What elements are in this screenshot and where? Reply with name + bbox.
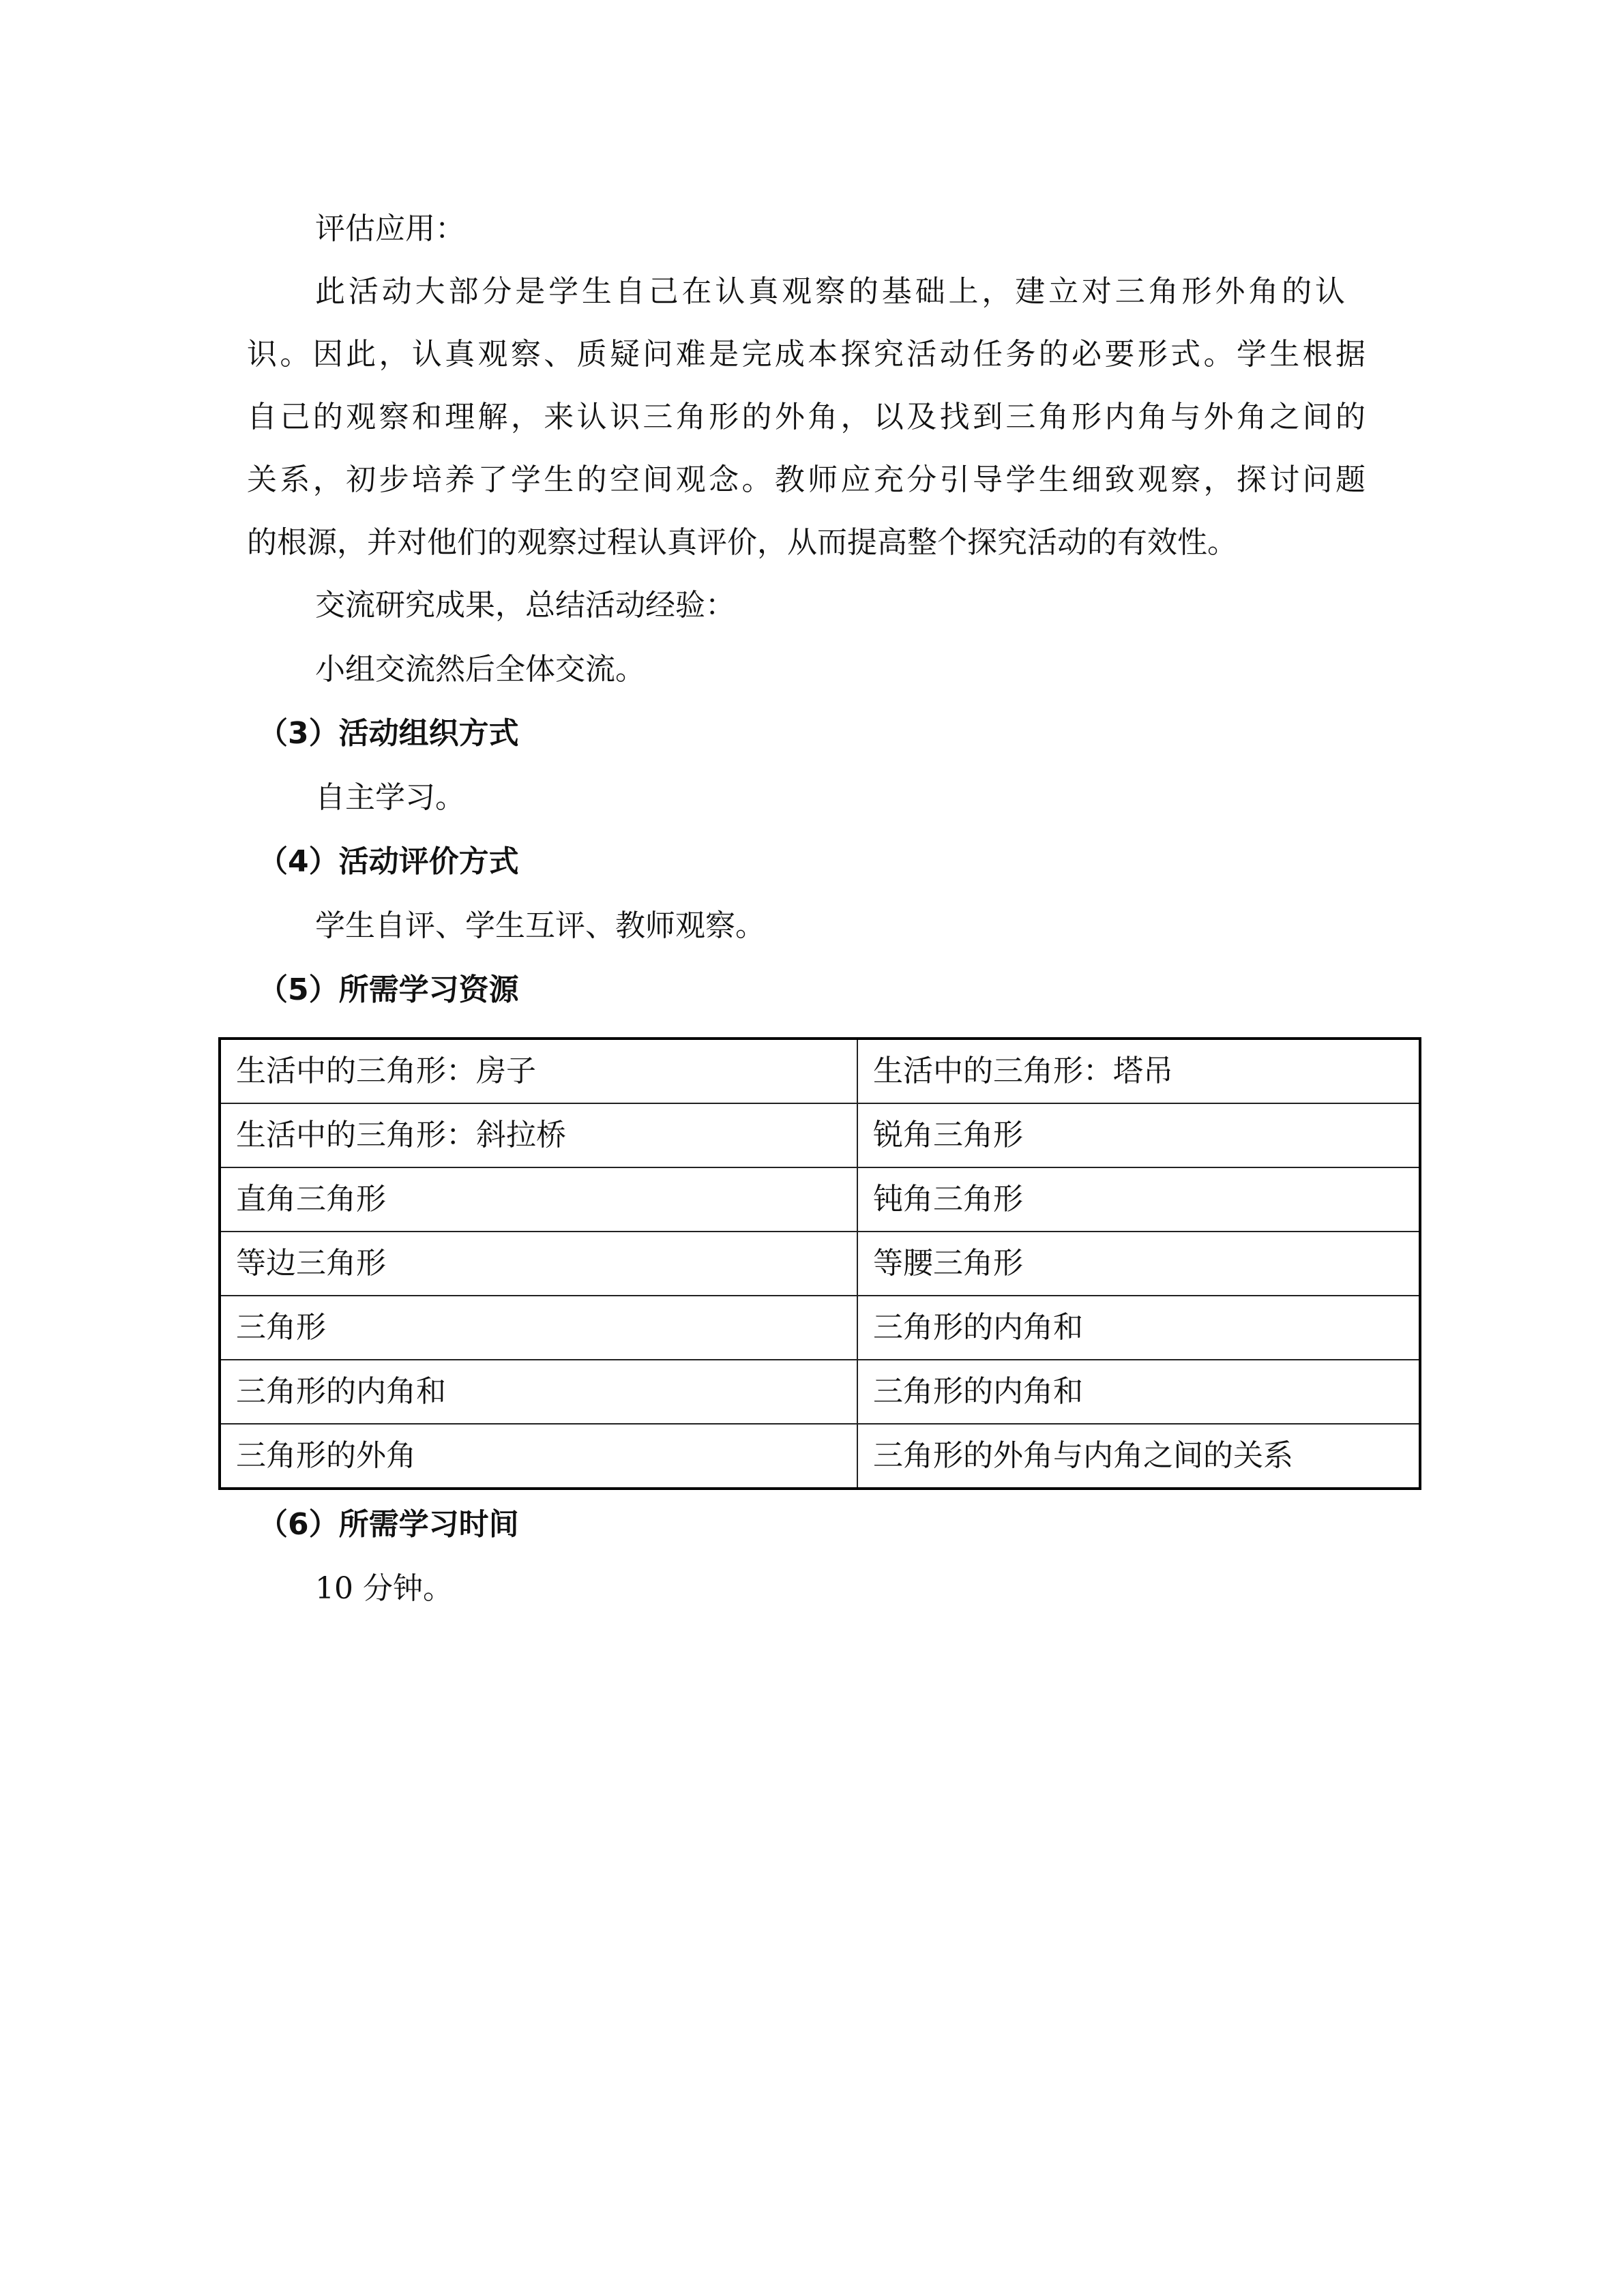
- table-row: [220, 1360, 1420, 1424]
- section-heading-time: （6）所需学习时间: [258, 1507, 519, 1542]
- table-row: [220, 1296, 1420, 1360]
- table-row: [220, 1167, 1420, 1232]
- section-heading-organization: （3）活动组织方式: [258, 716, 519, 751]
- table-row: [220, 1424, 1420, 1489]
- table-cell: 等腰三角形: [857, 1232, 1420, 1296]
- table-row: [220, 1103, 1420, 1167]
- paragraph-line: 关系，初步培养了学生的空间观念。教师应充分引导学生细致观察，探讨问题: [247, 462, 1365, 497]
- table-cell: 三角形的内角和: [220, 1360, 857, 1424]
- section-text-evaluation: 学生自评、学生互评、教师观察。: [315, 908, 765, 943]
- table-cell: 锐角三角形: [857, 1103, 1420, 1167]
- section-text-organization: 自主学习。: [315, 780, 465, 815]
- table-cell: 三角形: [220, 1296, 857, 1360]
- table-row: [220, 1039, 1420, 1103]
- paragraph-line: 自己的观察和理解，来认识三角形的外角，以及找到三角形内角与外角之间的: [247, 400, 1365, 434]
- table-cell: 生活中的三角形：斜拉桥: [220, 1103, 857, 1167]
- table-cell: 三角形的外角与内角之间的关系: [857, 1424, 1420, 1489]
- resources-table: [218, 1037, 1421, 1490]
- paragraph-exchange: 交流研究成果，总结活动经验：: [315, 588, 735, 623]
- paragraph-line: 的根源，并对他们的观察过程认真评价，从而提高整个探究活动的有效性。: [247, 525, 1237, 560]
- table-cell: 直角三角形: [220, 1167, 857, 1232]
- table-cell: 等边三角形: [220, 1232, 857, 1296]
- section-text-time: 10 分钟。: [315, 1571, 453, 1606]
- table-cell: 三角形的内角和: [857, 1296, 1420, 1360]
- table-cell: 三角形的外角: [220, 1424, 857, 1489]
- table-cell: 钝角三角形: [857, 1167, 1420, 1232]
- paragraph-line: 识。因此，认真观察、质疑问难是完成本探究活动任务的必要形式。学生根据: [247, 337, 1365, 372]
- section-heading-resources: （5）所需学习资源: [258, 972, 519, 1007]
- paragraph-assessment-heading: 评估应用：: [315, 211, 465, 246]
- table-cell: 生活中的三角形：塔吊: [857, 1039, 1420, 1103]
- section-heading-evaluation: （4）活动评价方式: [258, 844, 519, 879]
- table-cell: 三角形的内角和: [857, 1360, 1420, 1424]
- paragraph-line: 此活动大部分是学生自己在认真观察的基础上，建立对三角形外角的认: [315, 274, 1345, 309]
- paragraph-group-exchange: 小组交流然后全体交流。: [315, 652, 645, 687]
- table-row: [220, 1232, 1420, 1296]
- table-cell: 生活中的三角形：房子: [220, 1039, 857, 1103]
